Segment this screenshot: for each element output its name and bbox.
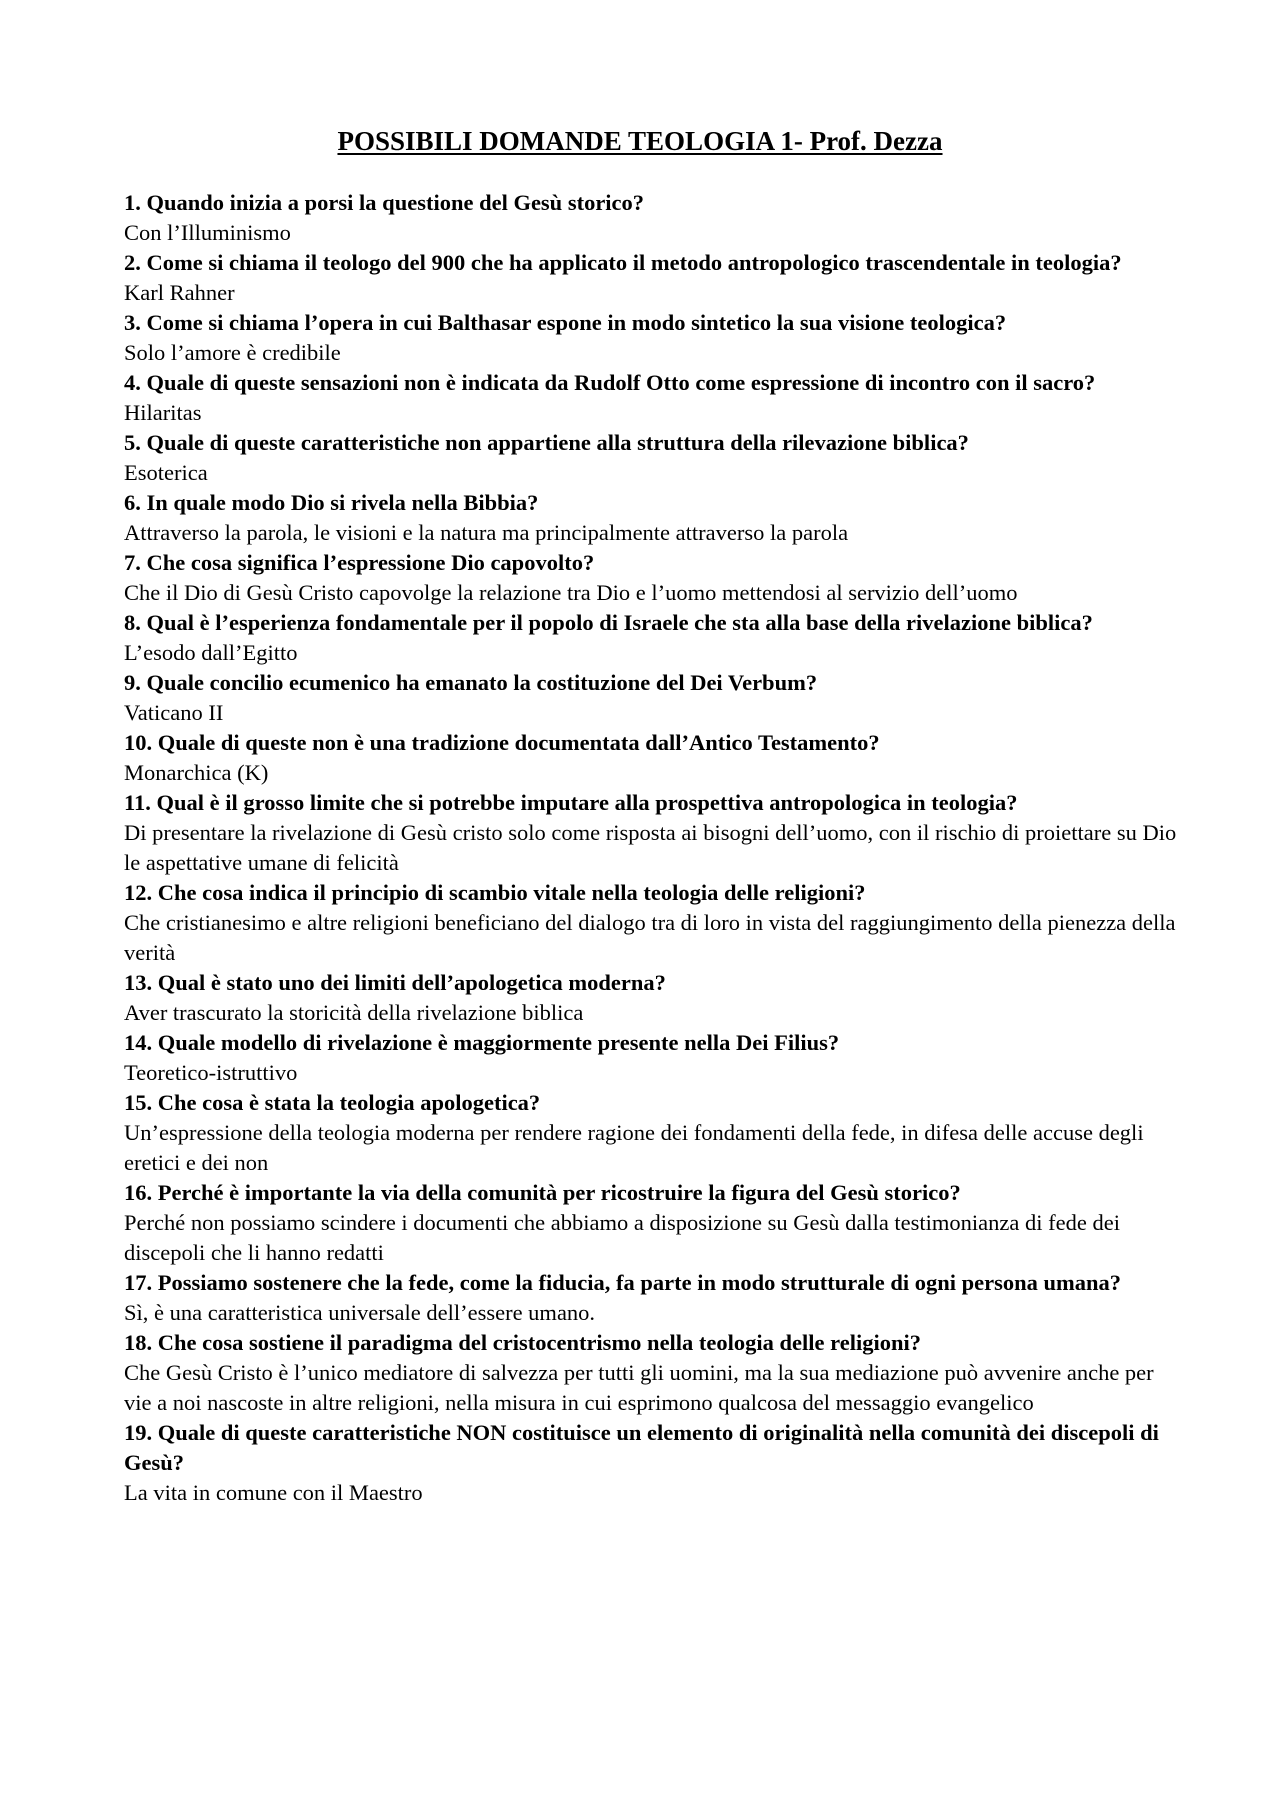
answer-text: Karl Rahner [124,280,235,305]
list-item [124,248,1184,308]
question-text: 9. Quale concilio ecumenico ha emanato la costituzione del Dei Verbum? [124,670,818,695]
answer-text: Con l’Illuminismo [124,220,291,245]
list-item [124,1418,1184,1508]
question-text: 4. Quale di queste sensazioni non è indicata da Rudolf Otto come espressione di incontro con il sacro? [124,370,1096,395]
list-item [124,188,1184,248]
question-text: 13. Qual è stato uno dei limiti dell’apologetica moderna? [124,970,666,995]
answer-text: Monarchica (K) [124,760,269,785]
list-item [124,368,1184,428]
answer-text: Aver trascurato la storicità della rivelazione biblica [124,1000,584,1025]
list-item [124,1088,1184,1178]
question-list [124,188,1184,1508]
answer-text: Un’espressione della teologia moderna per rendere ragione dei fondamenti della fede, in difesa delle accuse degli eretici e dei non [124,1120,1144,1175]
question-text: 2. Come si chiama il teologo del 900 che ha applicato il metodo antropologico trascendentale in teologia? [124,250,1122,275]
list-item [124,1028,1184,1088]
question-text: 15. Che cosa è stata la teologia apologetica? [124,1090,541,1115]
list-item [124,548,1184,608]
question-text: 10. Quale di queste non è una tradizione documentata dall’Antico Testamento? [124,730,880,755]
answer-text: Esoterica [124,460,208,485]
list-item [124,728,1184,788]
answer-text: Che cristianesimo e altre religioni beneficiano del dialogo tra di loro in vista del raggiungimento della pienezza della verità [124,910,1176,965]
page-title: POSSIBILI DOMANDE TEOLOGIA 1- Prof. Dezza [337,126,943,156]
question-text: 14. Quale modello di rivelazione è maggiormente presente nella Dei Filius? [124,1030,840,1055]
answer-text: La vita in comune con il Maestro [124,1480,423,1505]
question-text: 17. Possiamo sostenere che la fede, come la fiducia, fa parte in modo strutturale di ogni persona umana? [124,1270,1122,1295]
list-item [124,428,1184,488]
answer-text: Perché non possiamo scindere i documenti che abbiamo a disposizione su Gesù dalla testimonianza di fede dei discepoli che li hanno redatti [124,1210,1120,1265]
list-item [124,608,1184,668]
question-text: 3. Come si chiama l’opera in cui Balthasar espone in modo sintetico la sua visione teologica? [124,310,1007,335]
answer-text: Che il Dio di Gesù Cristo capovolge la relazione tra Dio e l’uomo mettendosi al servizio dell’uomo [124,580,1018,605]
list-item [124,1268,1184,1328]
question-text: 7. Che cosa significa l’espressione Dio capovolto? [124,550,595,575]
question-text: 11. Qual è il grosso limite che si potrebbe imputare alla prospettiva antropologica in teologia? [124,790,1018,815]
list-item [124,308,1184,368]
list-item [124,488,1184,548]
answer-text: Di presentare la rivelazione di Gesù cristo solo come risposta ai bisogni dell’uomo, con il rischio di proiettare su Dio le aspettative umane di felicità [124,820,1177,875]
question-text: 8. Qual è l’esperienza fondamentale per il popolo di Israele che sta alla base della rivelazione biblica? [124,610,1093,635]
answer-text: L’esodo dall’Egitto [124,640,298,665]
question-text: 18. Che cosa sostiene il paradigma del cristocentrismo nella teologia delle religioni? [124,1330,921,1355]
list-item [124,668,1184,728]
question-text: 5. Quale di queste caratteristiche non appartiene alla struttura della rilevazione biblica? [124,430,969,455]
question-text: 6. In quale modo Dio si rivela nella Bibbia? [124,490,539,515]
answer-text: Che Gesù Cristo è l’unico mediatore di salvezza per tutti gli uomini, ma la sua mediazione può avvenire anche per vie a noi nascoste in altre religioni, nella misura in cui esprimono qualcosa del messaggio evangelico [124,1360,1154,1415]
list-item [124,1328,1184,1418]
question-text: 1. Quando inizia a porsi la questione del Gesù storico? [124,190,645,215]
answer-text: Hilaritas [124,400,202,425]
list-item [124,1178,1184,1268]
list-item [124,968,1184,1028]
list-item [124,788,1184,878]
answer-text: Attraverso la parola, le visioni e la natura ma principalmente attraverso la parola [124,520,849,545]
list-item [124,878,1184,968]
answer-text: Solo l’amore è credibile [124,340,341,365]
answer-text: Teoretico-istruttivo [124,1060,298,1085]
answer-text: Vaticano II [124,700,224,725]
answer-text: Sì, è una caratteristica universale dell’essere umano. [124,1300,596,1325]
question-text: 12. Che cosa indica il principio di scambio vitale nella teologia delle religioni? [124,880,866,905]
question-text: 16. Perché è importante la via della comunità per ricostruire la figura del Gesù storico? [124,1180,961,1205]
question-text: 19. Quale di queste caratteristiche NON costituisce un elemento di originalità nella comunità dei discepoli di Gesù? [124,1420,1159,1475]
